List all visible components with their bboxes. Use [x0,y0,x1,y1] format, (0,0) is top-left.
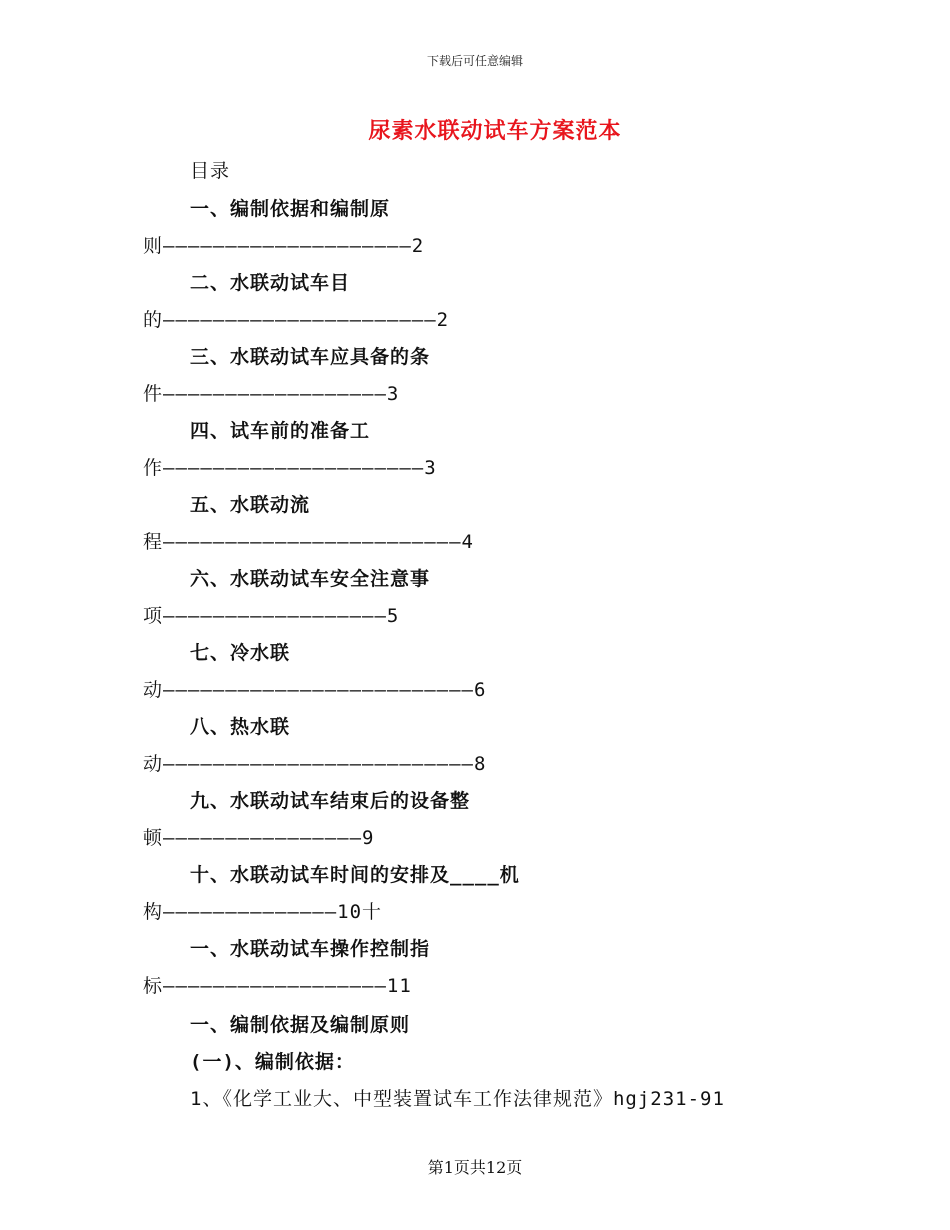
toc-entry-leader: 顿————————————————9 [143,827,375,849]
body-item: 1、《化学工业大、中型装置试车工作法律规范》hgj231-91 [190,1088,725,1110]
toc-entry-title: 六、水联动试车安全注意事 [190,568,431,590]
toc-entry-title: 一、编制依据和编制原 [190,198,391,220]
toc-entry-leader: 动—————————————————————————8 [143,753,487,775]
toc-entry-leader: 构——————————————10十 [143,901,383,923]
toc-label: 目录 [190,160,231,182]
toc-entry-title: 三、水联动试车应具备的条 [190,346,431,368]
toc-entry-title: 十、水联动试车时间的安排及____机 [190,864,520,886]
toc-entry-leader: 项——————————————————5 [143,605,400,627]
section-heading: 一、编制依据及编制原则 [190,1014,411,1036]
toc-entry-leader: 标——————————————————11 [143,975,412,997]
page-header: 下载后可任意编辑 [426,54,523,68]
subheading: (一)、编制依据： [190,1051,355,1073]
toc-entry-leader: 动—————————————————————————6 [143,679,487,701]
toc-entry-leader: 程————————————————————————4 [143,531,474,553]
toc-entry-title: 二、水联动试车目 [190,272,351,294]
page-footer: 第1页共12页 [427,1158,523,1177]
toc-entry-title: 四、试车前的准备工 [190,420,371,442]
toc-entry-leader: 则————————————————————2 [143,235,425,257]
toc-entry-leader: 的——————————————————————2 [143,309,450,331]
toc-entry-title: 九、水联动试车结束后的设备整 [190,790,471,812]
toc-entry-leader: 作—————————————————————3 [143,457,437,479]
toc-entry-title: 八、热水联 [190,716,291,738]
toc-entry-title: 七、冷水联 [190,642,291,664]
toc-entry-title: 五、水联动流 [190,494,311,516]
toc-entry-title: 一、水联动试车操作控制指 [190,938,431,960]
toc-entry-leader: 件——————————————————3 [143,383,400,405]
document-title: 尿素水联动试车方案范本 [368,118,622,144]
